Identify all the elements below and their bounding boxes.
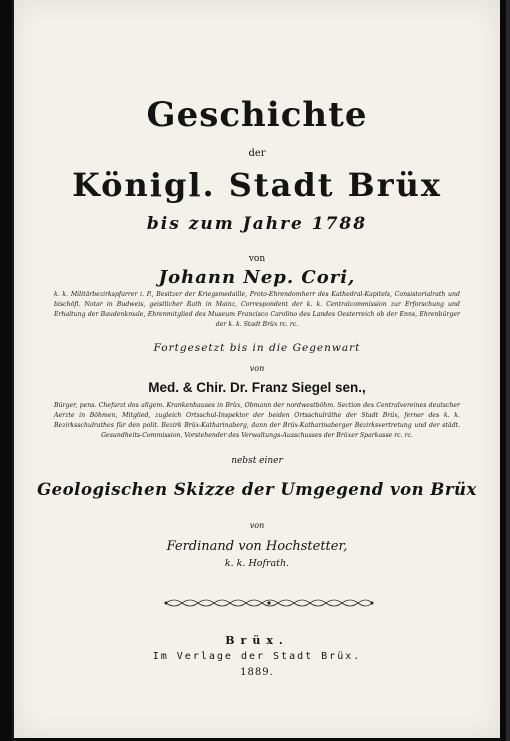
connector-von-1: von <box>248 254 266 264</box>
geology-title: Geologischen Skizze der Umgegend von Brüx <box>37 480 477 499</box>
connector-von-3: von <box>249 521 265 530</box>
publication-place: Brüx. <box>225 634 289 647</box>
author-cori: Johann Nep. Cori, <box>158 267 356 288</box>
book-title: Geschichte <box>146 95 368 135</box>
author-hochstetter: Ferdinand von Hochstetter, <box>166 539 348 554</box>
publisher: Im Verlage der Stadt Brüx. <box>152 651 362 662</box>
author-hochstetter-title: k. k. Hofrath. <box>224 558 290 569</box>
ornament-divider-icon <box>164 596 374 610</box>
connector-von-2: von <box>249 364 265 373</box>
title-page <box>12 0 500 738</box>
connector-der: der <box>248 148 266 159</box>
author-cori-description: k. k. Militärbezirkspfarrer i. P., Besitzer der Kriegsmedaille, Proto-Ehrendomherr des Kathedral-Kapitels, Consistorialrath und bischöfl. Notar in Budweis, geistlicher Rath in Mainz, Correspondent der k. k. Centralcommission zur Erforschung und Erhaltung der Baudenkmale, Ehrenmitglied des Museum Francisco Carolino des Landes Oesterreich ob der Enns, Ehrenbürger der k. k. Stadt Brüx rc. rc. <box>54 291 460 328</box>
page-edge <box>506 0 510 741</box>
publication-year: 1889. <box>240 667 274 678</box>
continuation-note: Fortgesetzt bis in die Gegenwart <box>153 342 361 354</box>
connector-nebst: nebst einer <box>231 456 283 466</box>
book-subject: Königl. Stadt Brüx <box>72 166 442 204</box>
book-period: bis zum Jahre 1788 <box>146 214 368 234</box>
author-siegel: Med. & Chir. Dr. Franz Siegel sen., <box>148 380 366 395</box>
author-siegel-description: Bürger, pens. Chefarzt des allgem. Krankenhauses in Brüx, Obmann der nordwestböhm. Section des Centralvereines deutscher Aerzte in Böhmen, Mitglied, zugleich Ortsschul-Inspektor der beiden Ortsschulräthe der Stadt Brüx, ferner des k. k. Bezirksschulrathes für den polit. Bezirk Brüx-Katharinaberg, dann der Brüx-Katharinaberger Bezirksvertretung und der städt. Gesundheits-Commission, Vorstehender des Verwaltungs-Ausschusses der Brüxer Sparkasse rc. rc. <box>54 402 460 439</box>
